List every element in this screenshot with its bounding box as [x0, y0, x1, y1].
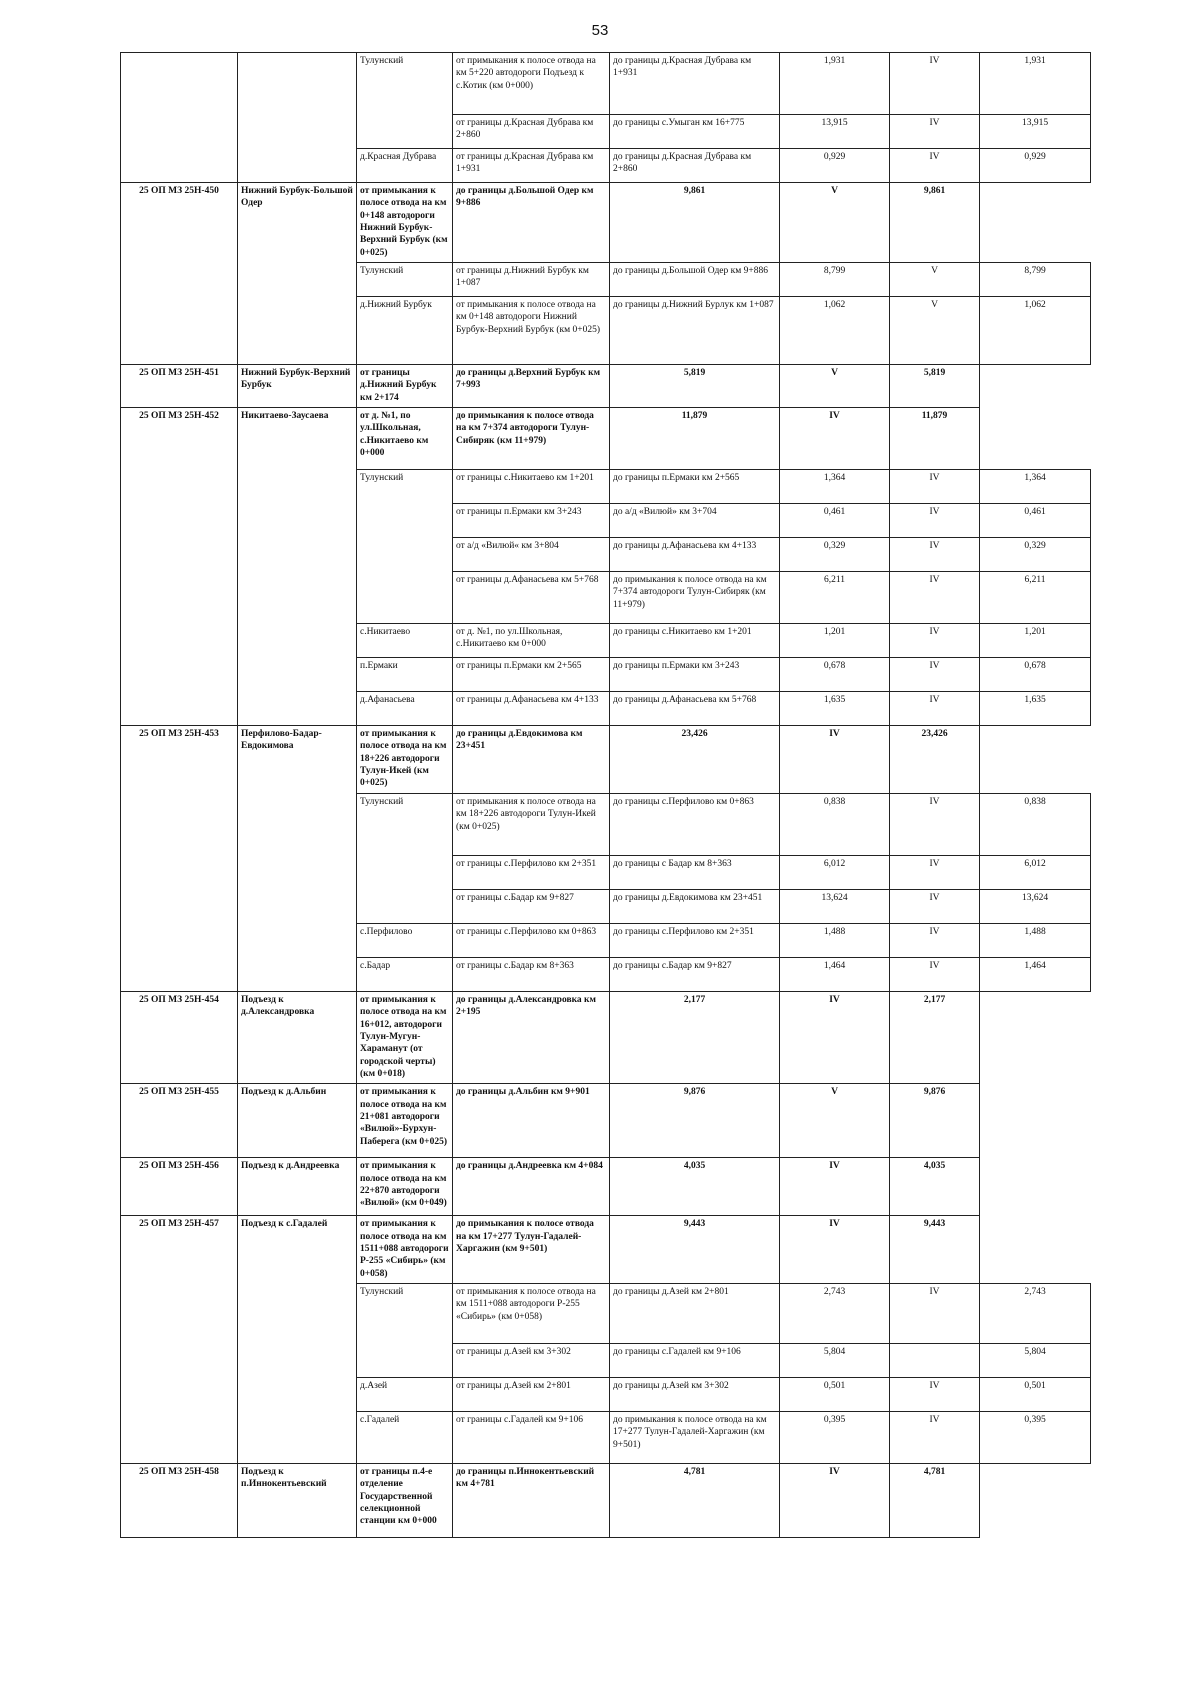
category-cell: IV: [890, 1411, 980, 1463]
category-cell: IV: [890, 504, 980, 538]
length-cell: 1,635: [780, 692, 890, 726]
road-code-cell: 25 ОП МЗ 25Н-458: [121, 1463, 238, 1537]
category-cell: IV: [780, 408, 890, 470]
segment-start-cell: от примыкания к полосе отвода на км 16+012, автодороги Тулун-Мугун-Хараманут (от городской черты) (км 0+018): [357, 991, 453, 1083]
segment-end-cell: до границы д.Андреевка км 4+084: [453, 1158, 610, 1216]
segment-end-cell: до границы д.Альбин км 9+901: [453, 1084, 610, 1158]
table-row: [121, 183, 1091, 263]
district-cell: Тулунский: [357, 470, 453, 624]
table-row: [121, 1158, 1091, 1216]
road-registry-table: [120, 52, 1091, 1538]
segment-end-cell: до границы с.Никитаево км 1+201: [610, 624, 780, 658]
segment-start-cell: от границы д.Нижний Бурбук км 2+174: [357, 365, 453, 408]
total-length-cell: 9,443: [890, 1216, 980, 1284]
segment-end-cell: до границы д.Большой Одер км 9+886: [453, 183, 610, 263]
district-cell: д.Красная Дубрава: [357, 149, 453, 183]
length-cell: 9,861: [610, 183, 780, 263]
total-length-cell: 2,177: [890, 991, 980, 1083]
segment-start-cell: от границы с.Бадар км 8+363: [453, 957, 610, 991]
segment-end-cell: до границы д.Афанасьева км 5+768: [610, 692, 780, 726]
segment-end-cell: до границы д.Большой Одер км 9+886: [610, 263, 780, 297]
road-code-cell: 25 ОП МЗ 25Н-456: [121, 1158, 238, 1216]
table-row: [121, 726, 1091, 794]
segment-end-cell: до границы д.Красная Дубрава км 2+860: [610, 149, 780, 183]
total-length-cell: 0,929: [980, 149, 1091, 183]
segment-end-cell: до границы с.Перфилово км 2+351: [610, 923, 780, 957]
category-cell: IV: [890, 692, 980, 726]
road-code-cell: 25 ОП МЗ 25Н-454: [121, 991, 238, 1083]
segment-end-cell: до примыкания к полосе отвода на км 17+277 Тулун-Гадалей-Харгажин (км 9+501): [453, 1216, 610, 1284]
total-length-cell: 2,743: [980, 1283, 1091, 1343]
district-cell: с.Бадар: [357, 957, 453, 991]
road-code-cell: [121, 53, 238, 183]
total-length-cell: 1,635: [980, 692, 1091, 726]
segment-end-cell: до границы д.Евдокимова км 23+451: [610, 889, 780, 923]
segment-start-cell: от границы п.Ермаки км 3+243: [453, 504, 610, 538]
segment-end-cell: до границы д.Верхний Бурбук км 7+993: [453, 365, 610, 408]
segment-end-cell: до границы д.Евдокимова км 23+451: [453, 726, 610, 794]
table-body: [121, 53, 1091, 1538]
segment-start-cell: от границы д.Афанасьева км 4+133: [453, 692, 610, 726]
total-length-cell: 1,364: [980, 470, 1091, 504]
segment-start-cell: от границы с.Перфилово км 2+351: [453, 855, 610, 889]
road-name-cell: [238, 53, 357, 183]
category-cell: IV: [890, 658, 980, 692]
total-length-cell: 6,012: [980, 855, 1091, 889]
segment-start-cell: от границы д.Азей км 3+302: [453, 1343, 610, 1377]
table-row: [121, 53, 1091, 115]
district-cell: д.Афанасьева: [357, 692, 453, 726]
segment-start-cell: от границы д.Нижний Бурбук км 1+087: [453, 263, 610, 297]
total-length-cell: 0,461: [980, 504, 1091, 538]
category-cell: IV: [890, 957, 980, 991]
category-cell: IV: [890, 1377, 980, 1411]
category-cell: V: [780, 365, 890, 408]
table-row: [121, 365, 1091, 408]
length-cell: 13,915: [780, 115, 890, 149]
table-row: [121, 991, 1091, 1083]
segment-start-cell: от примыкания к полосе отвода на км 18+226 автодороги Тулун-Икей (км 0+025): [453, 793, 610, 855]
segment-start-cell: от примыкания к полосе отвода на км 0+148 автодороги Нижний Бурбук-Верхний Бурбук (км 0+025): [357, 183, 453, 263]
total-length-cell: 13,624: [980, 889, 1091, 923]
district-cell: д.Нижний Бурбук: [357, 297, 453, 365]
total-length-cell: 1,931: [980, 53, 1091, 115]
segment-end-cell: до границы д.Нижний Бурлук км 1+087: [610, 297, 780, 365]
length-cell: 5,819: [610, 365, 780, 408]
table-row: [121, 1463, 1091, 1537]
district-cell: с.Перфилово: [357, 923, 453, 957]
category-cell: IV: [890, 624, 980, 658]
segment-start-cell: от границы д.Красная Дубрава км 2+860: [453, 115, 610, 149]
total-length-cell: 0,329: [980, 538, 1091, 572]
road-code-cell: 25 ОП МЗ 25Н-451: [121, 365, 238, 408]
segment-start-cell: от примыкания к полосе отвода на км 21+081 автодороги «Вилюй»-Бурхун-Паберега (км 0+025): [357, 1084, 453, 1158]
total-length-cell: 0,501: [980, 1377, 1091, 1411]
segment-end-cell: до границы д.Афанасьева км 4+133: [610, 538, 780, 572]
segment-end-cell: до границы п.Иннокентьевский км 4+781: [453, 1463, 610, 1537]
total-length-cell: 8,799: [980, 263, 1091, 297]
road-code-cell: 25 ОП МЗ 25Н-450: [121, 183, 238, 365]
category-cell: IV: [890, 115, 980, 149]
road-code-cell: 25 ОП МЗ 25Н-452: [121, 408, 238, 726]
category-cell: V: [780, 183, 890, 263]
length-cell: 6,012: [780, 855, 890, 889]
district-cell: с.Гадалей: [357, 1411, 453, 1463]
length-cell: 0,838: [780, 793, 890, 855]
road-code-cell: 25 ОП МЗ 25Н-455: [121, 1084, 238, 1158]
category-cell: IV: [780, 1158, 890, 1216]
length-cell: 4,781: [610, 1463, 780, 1537]
length-cell: 9,876: [610, 1084, 780, 1158]
category-cell: V: [890, 297, 980, 365]
road-name-cell: Подъезд к д.Андреевка: [238, 1158, 357, 1216]
district-cell: с.Никитаево: [357, 624, 453, 658]
road-code-cell: 25 ОП МЗ 25Н-457: [121, 1216, 238, 1464]
total-length-cell: 4,035: [890, 1158, 980, 1216]
segment-start-cell: от примыкания к полосе отвода на км 0+148 автодороги Нижний Бурбук-Верхний Бурбук (км 0+025): [453, 297, 610, 365]
page-number: 53: [591, 22, 609, 39]
length-cell: 6,211: [780, 572, 890, 624]
total-length-cell: 0,395: [980, 1411, 1091, 1463]
length-cell: 0,461: [780, 504, 890, 538]
length-cell: 11,879: [610, 408, 780, 470]
category-cell: IV: [890, 538, 980, 572]
total-length-cell: 1,488: [980, 923, 1091, 957]
length-cell: 2,177: [610, 991, 780, 1083]
road-name-cell: Нижний Бурбук-Верхний Бурбук: [238, 365, 357, 408]
segment-start-cell: от границы д.Азей км 2+801: [453, 1377, 610, 1411]
segment-start-cell: от границы п.4-е отделение Государственной селекционной станции км 0+000: [357, 1463, 453, 1537]
segment-start-cell: от границы с.Бадар км 9+827: [453, 889, 610, 923]
length-cell: 0,395: [780, 1411, 890, 1463]
total-length-cell: 5,804: [980, 1343, 1091, 1377]
district-cell: п.Ермаки: [357, 658, 453, 692]
length-cell: 5,804: [780, 1343, 890, 1377]
table-row: [121, 408, 1091, 470]
segment-start-cell: от границы д.Афанасьева км 5+768: [453, 572, 610, 624]
total-length-cell: 5,819: [890, 365, 980, 408]
road-name-cell: Нижний Бурбук-Большой Одер: [238, 183, 357, 365]
table-row: [121, 1216, 1091, 1284]
length-cell: 0,329: [780, 538, 890, 572]
length-cell: 13,624: [780, 889, 890, 923]
length-cell: 0,929: [780, 149, 890, 183]
category-cell: IV: [890, 793, 980, 855]
length-cell: 1,488: [780, 923, 890, 957]
segment-start-cell: от а/д «Вилюй« км 3+804: [453, 538, 610, 572]
road-name-cell: Подъезд к с.Гадалей: [238, 1216, 357, 1464]
segment-end-cell: до а/д «Вилюй» км 3+704: [610, 504, 780, 538]
segment-end-cell: до границы д.Александровка км 2+195: [453, 991, 610, 1083]
road-name-cell: Подъезд к п.Иннокентьевский: [238, 1463, 357, 1537]
segment-start-cell: от границы с.Гадалей км 9+106: [453, 1411, 610, 1463]
length-cell: 8,799: [780, 263, 890, 297]
total-length-cell: 1,464: [980, 957, 1091, 991]
total-length-cell: 9,861: [890, 183, 980, 263]
category-cell: IV: [890, 889, 980, 923]
segment-end-cell: до границы д.Красная Дубрава км 1+931: [610, 53, 780, 115]
segment-end-cell: до примыкания к полосе отвода на км 7+374 автодороги Тулун-Сибиряк (км 11+979): [610, 572, 780, 624]
district-cell: Тулунский: [357, 263, 453, 297]
length-cell: 4,035: [610, 1158, 780, 1216]
total-length-cell: 0,838: [980, 793, 1091, 855]
category-cell: V: [890, 263, 980, 297]
road-name-cell: Никитаево-Заусаева: [238, 408, 357, 726]
category-cell: V: [780, 1084, 890, 1158]
category-cell: IV: [780, 991, 890, 1083]
segment-end-cell: до границы п.Ермаки км 2+565: [610, 470, 780, 504]
length-cell: 1,364: [780, 470, 890, 504]
category-cell: IV: [890, 923, 980, 957]
segment-end-cell: до границы с.Перфилово км 0+863: [610, 793, 780, 855]
total-length-cell: 1,062: [980, 297, 1091, 365]
segment-start-cell: от примыкания к полосе отвода на км 18+226 автодороги Тулун-Икей (км 0+025): [357, 726, 453, 794]
category-cell: IV: [890, 1283, 980, 1343]
segment-start-cell: от границы п.Ермаки км 2+565: [453, 658, 610, 692]
length-cell: 0,678: [780, 658, 890, 692]
total-length-cell: 23,426: [890, 726, 980, 794]
district-cell: Тулунский: [357, 53, 453, 149]
category-cell: IV: [890, 855, 980, 889]
district-cell: Тулунский: [357, 1283, 453, 1377]
total-length-cell: 13,915: [980, 115, 1091, 149]
category-cell: IV: [890, 149, 980, 183]
road-name-cell: Подъезд к д.Альбин: [238, 1084, 357, 1158]
segment-start-cell: от границы с.Никитаево км 1+201: [453, 470, 610, 504]
segment-start-cell: от примыкания к полосе отвода на км 5+220 автодороги Подъезд к с.Котик (км 0+000): [453, 53, 610, 115]
length-cell: 1,201: [780, 624, 890, 658]
segment-end-cell: до примыкания к полосе отвода на км 7+374 автодороги Тулун-Сибиряк (км 11+979): [453, 408, 610, 470]
total-length-cell: 11,879: [890, 408, 980, 470]
category-cell: IV: [780, 726, 890, 794]
total-length-cell: 9,876: [890, 1084, 980, 1158]
category-cell: IV: [780, 1463, 890, 1537]
segment-end-cell: до границы п.Ермаки км 3+243: [610, 658, 780, 692]
category-cell: IV: [890, 470, 980, 504]
table-row: [121, 1084, 1091, 1158]
length-cell: 1,464: [780, 957, 890, 991]
segment-start-cell: от примыкания к полосе отвода на км 1511+088 автодороги Р-255 «Сибирь» (км 0+058): [357, 1216, 453, 1284]
segment-start-cell: от д. №1, по ул.Школьная, с.Никитаево км 0+000: [453, 624, 610, 658]
length-cell: 23,426: [610, 726, 780, 794]
district-cell: д.Азей: [357, 1377, 453, 1411]
segment-end-cell: до границы с Бадар км 8+363: [610, 855, 780, 889]
segment-end-cell: до границы с.Бадар км 9+827: [610, 957, 780, 991]
length-cell: 1,062: [780, 297, 890, 365]
road-code-cell: 25 ОП МЗ 25Н-453: [121, 726, 238, 992]
segment-start-cell: от примыкания к полосе отвода на км 22+870 автодороги «Вилюй» (км 0+049): [357, 1158, 453, 1216]
total-length-cell: 0,678: [980, 658, 1091, 692]
category-cell: IV: [780, 1216, 890, 1284]
segment-start-cell: от границы с.Перфилово км 0+863: [453, 923, 610, 957]
segment-end-cell: до примыкания к полосе отвода на км 17+277 Тулун-Гадалей-Харгажин (км 9+501): [610, 1411, 780, 1463]
total-length-cell: 4,781: [890, 1463, 980, 1537]
length-cell: 2,743: [780, 1283, 890, 1343]
category-cell: [890, 1343, 980, 1377]
segment-start-cell: от д. №1, по ул.Школьная, с.Никитаево км 0+000: [357, 408, 453, 470]
district-cell: Тулунский: [357, 793, 453, 923]
total-length-cell: 6,211: [980, 572, 1091, 624]
segment-start-cell: от границы д.Красная Дубрава км 1+931: [453, 149, 610, 183]
segment-start-cell: от примыкания к полосе отвода на км 1511+088 автодороги Р-255 «Сибирь» (км 0+058): [453, 1283, 610, 1343]
total-length-cell: 1,201: [980, 624, 1091, 658]
segment-end-cell: до границы с.Умыган км 16+775: [610, 115, 780, 149]
category-cell: IV: [890, 572, 980, 624]
road-name-cell: Перфилово-Бадар-Евдокимова: [238, 726, 357, 992]
segment-end-cell: до границы с.Гадалей км 9+106: [610, 1343, 780, 1377]
category-cell: IV: [890, 53, 980, 115]
segment-end-cell: до границы д.Азей км 2+801: [610, 1283, 780, 1343]
segment-end-cell: до границы д.Азей км 3+302: [610, 1377, 780, 1411]
length-cell: 9,443: [610, 1216, 780, 1284]
road-name-cell: Подъезд к д.Александровка: [238, 991, 357, 1083]
length-cell: 1,931: [780, 53, 890, 115]
length-cell: 0,501: [780, 1377, 890, 1411]
